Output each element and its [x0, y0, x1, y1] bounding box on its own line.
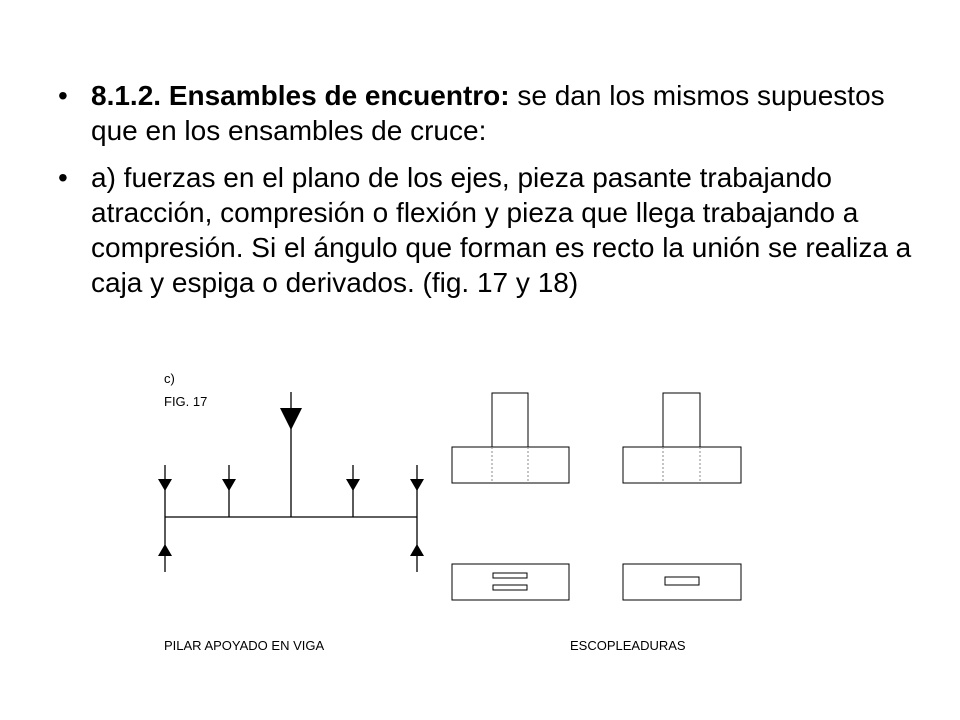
- mortise-drawing-2: [623, 393, 741, 600]
- beam-plan: [452, 564, 569, 600]
- mortise-drawing-1: [452, 393, 569, 600]
- mortise-slot: [493, 585, 527, 590]
- reaction-arrow-icon: [410, 544, 424, 556]
- figure-label-c: c): [164, 371, 175, 386]
- bullet-marker: •: [58, 162, 68, 193]
- mortise-slot: [665, 577, 699, 585]
- bullet-marker: •: [58, 80, 68, 111]
- column-load-arrow-icon: [280, 408, 302, 430]
- tenon-elevation: [663, 393, 700, 447]
- reaction-arrow-icon: [158, 544, 172, 556]
- load-arrow-icon: [222, 479, 236, 491]
- load-arrow-icon: [158, 479, 172, 491]
- beam-elevation: [452, 447, 569, 483]
- load-arrow-icon: [410, 479, 424, 491]
- caption-escopleaduras: ESCOPLEADURAS: [570, 638, 686, 653]
- load-arrow-icon: [346, 479, 360, 491]
- bullet-text: se dan los mismos supuestos que en los ensambles de cruce:: [91, 80, 885, 146]
- beam-elevation: [623, 447, 741, 483]
- caption-pilar: PILAR APOYADO EN VIGA: [164, 638, 325, 653]
- tenon-elevation: [492, 393, 528, 447]
- bullet-text: a) fuerzas en el plano de los ejes, pieza pasante trabajando atracción, compresión o flexión y pieza que llega trabajando a compresión. Si el ángulo que forman es recto la unión se realiza a caja y espiga o derivados. (fig. 17 y 18): [91, 162, 912, 298]
- beam-plan: [623, 564, 741, 600]
- mortise-slot: [493, 573, 527, 578]
- bullet-heading: 8.1.2. Ensambles de encuentro:: [91, 80, 510, 111]
- figure-label-fig: FIG. 17: [164, 394, 208, 409]
